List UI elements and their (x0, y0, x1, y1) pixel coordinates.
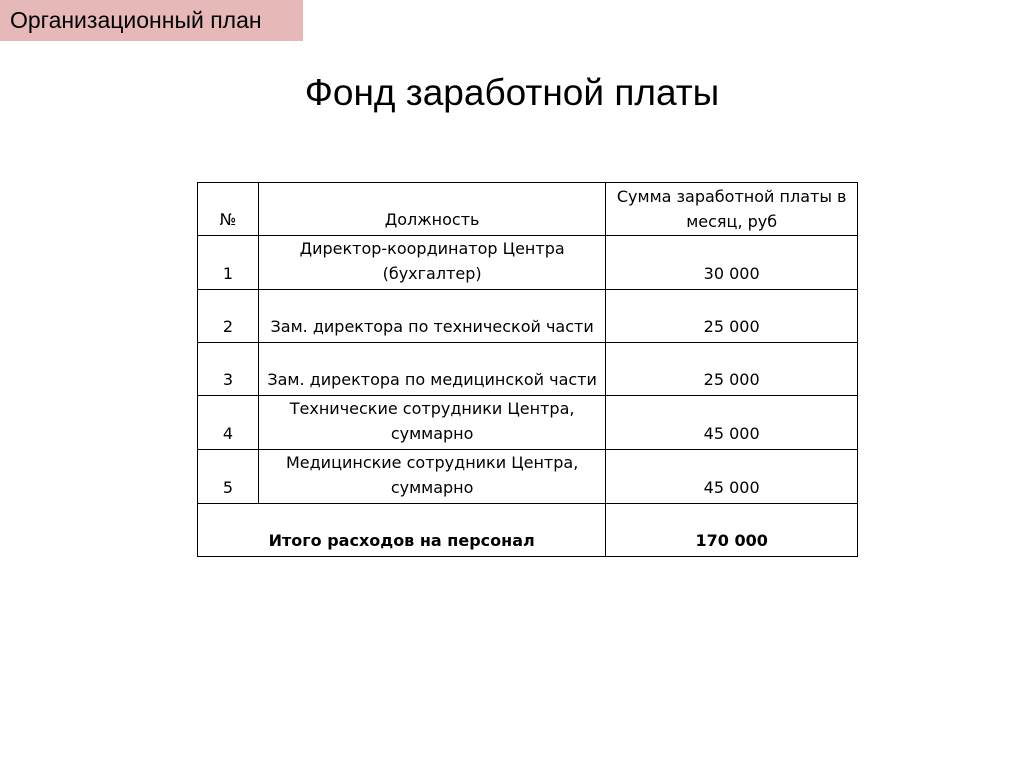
row-num: 5 (198, 450, 259, 504)
header-sum: Сумма заработной платы в месяц, руб (606, 183, 858, 236)
table-total-row (198, 504, 858, 557)
row-position: Зам. директора по технической части (258, 290, 605, 343)
row-sum: 25 000 (606, 343, 858, 396)
table-row (198, 343, 858, 396)
row-num: 3 (198, 343, 259, 396)
header-num: № (198, 183, 259, 236)
page-title: Фонд заработной платы (304, 72, 720, 113)
row-num: 4 (198, 396, 259, 450)
row-position: Директор-координатор Центра (бухгалтер) (258, 236, 605, 290)
row-position: Технические сотрудники Центра, суммарно (258, 396, 605, 450)
total-label: Итого расходов на персонал (198, 504, 606, 557)
table-row (198, 396, 858, 450)
row-num: 2 (198, 290, 259, 343)
salary-table (197, 182, 858, 557)
total-sum: 170 000 (606, 504, 858, 557)
row-sum: 45 000 (606, 396, 858, 450)
section-tag: Организационный план (0, 0, 303, 41)
row-position: Медицинские сотрудники Центра, суммарно (258, 450, 605, 504)
header-position: Должность (258, 183, 605, 236)
row-position: Зам. директора по медицинской части (258, 343, 605, 396)
row-sum: 30 000 (606, 236, 858, 290)
table-row (198, 290, 858, 343)
table-row (198, 450, 858, 504)
row-num: 1 (198, 236, 259, 290)
row-sum: 25 000 (606, 290, 858, 343)
table-row (198, 236, 858, 290)
row-sum: 45 000 (606, 450, 858, 504)
table-header-row (198, 183, 858, 236)
